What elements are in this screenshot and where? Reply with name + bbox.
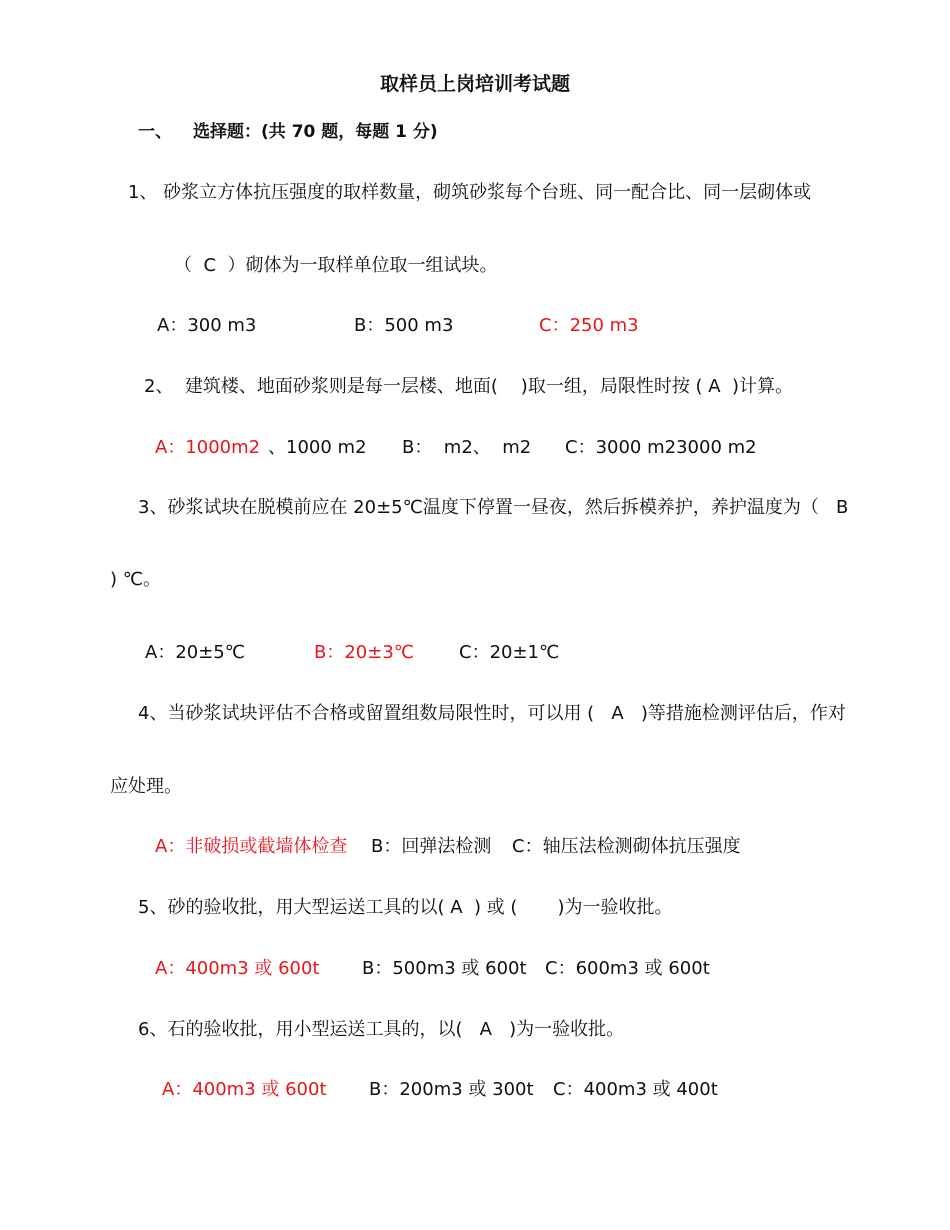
question-2-text: 2、 建筑楼、地面砂浆则是每一层楼、地面( )取一组，局限性时按 ( A )计算。 [144, 376, 794, 397]
section-title: 选择题：(共 70 题，每题 1 分) [193, 122, 438, 142]
question-5-text: 5、砂的验收批，用大型运送工具的以( A ) 或 ( )为一验收批。 [138, 897, 673, 918]
question-3-option-a: A：20±5℃ [145, 642, 245, 663]
question-4-option-c: C：轴压法检测砌体抗压强度 [512, 836, 741, 857]
question-1-option-c-answer: C：250 m3 [539, 315, 639, 336]
question-1-option-b: B：500 m3 [354, 315, 454, 336]
page-title: 取样员上岗培训考试题 [379, 73, 570, 95]
question-3-option-c: C：20±1℃ [459, 642, 560, 663]
question-6-option-a-answer: A：400m3 或 600t [162, 1079, 327, 1100]
question-3-text-cont: ) ℃。 [110, 569, 161, 590]
question-2-option-a-cont: 、1000 m2 [268, 437, 367, 458]
question-2-option-b: B： m2、 m2 [402, 437, 532, 458]
question-6-option-b: B：200m3 或 300t [369, 1079, 534, 1100]
question-1-text-cont: （ C ）砌体为一取样单位取一组试块。 [174, 255, 498, 276]
question-2-option-c: C：3000 m23000 m2 [565, 437, 757, 458]
question-5-option-c: C：600m3 或 600t [545, 958, 710, 979]
question-2-option-a-answer: A：1000m2 [155, 437, 261, 458]
question-5-option-b: B：500m3 或 600t [362, 958, 527, 979]
question-4-text: 4、当砂浆试块评估不合格或留置组数局限性时，可以用 ( A )等措施检测评估后，作对 [138, 703, 846, 724]
question-4-option-a-answer: A：非破损或截墙体检查 [155, 836, 348, 857]
section-number: 一、 [138, 122, 172, 142]
question-3-option-b-answer: B：20±3℃ [314, 642, 415, 663]
question-6-text: 6、石的验收批，用小型运送工具的，以( A )为一验收批。 [138, 1019, 625, 1040]
question-1-option-a: A：300 m3 [157, 315, 257, 336]
question-1-text: 1、 砂浆立方体抗压强度的取样数量，砌筑砂浆每个台班、同一配合比、同一层砌体或 [128, 182, 812, 203]
question-6-option-c: C：400m3 或 400t [553, 1079, 718, 1100]
question-5-option-a-answer: A：400m3 或 600t [155, 958, 320, 979]
question-4-text-cont: 应处理。 [110, 776, 182, 797]
question-4-option-b: B：回弹法检测 [371, 836, 492, 857]
question-3-text: 3、砂浆试块在脱模前应在 20±5℃温度下停置一昼夜，然后拆模养护，养护温度为（ B [138, 497, 849, 518]
